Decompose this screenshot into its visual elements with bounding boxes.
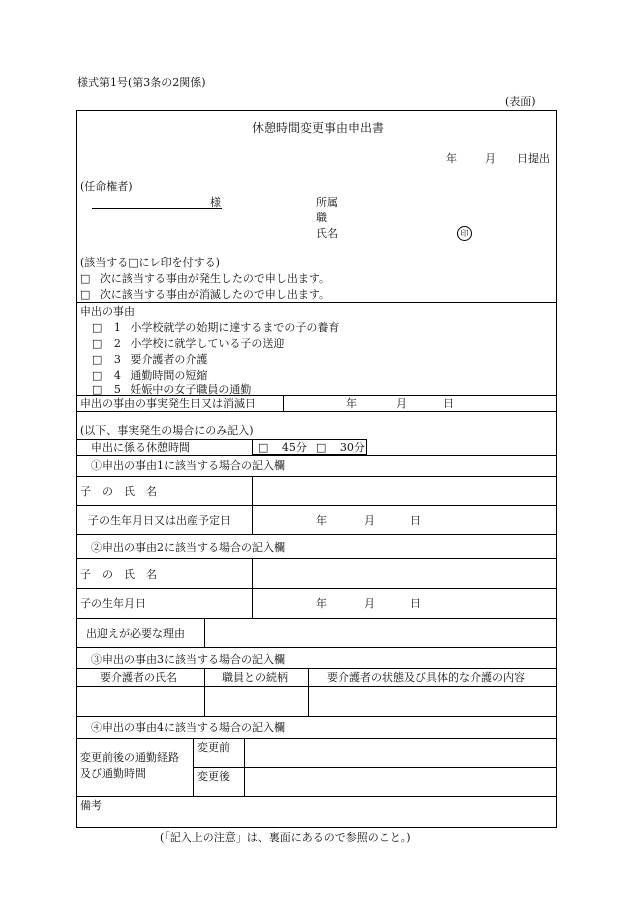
authority-name-line[interactable]: [92, 208, 222, 209]
divider: [76, 395, 557, 396]
date-month-label: 月: [485, 152, 496, 165]
date-year-label: 年: [446, 152, 457, 165]
section3-col-caregiver-name: 要介護者の氏名: [100, 671, 177, 684]
reason-item[interactable]: [92, 354, 207, 365]
remarks-label: 備考: [80, 799, 102, 812]
section2-year: 年: [316, 597, 327, 610]
reason-number: 2: [113, 337, 121, 350]
break-time-label: 申出に係る休憩時間: [91, 441, 190, 454]
reason-number: 5: [113, 383, 121, 396]
reason-checkbox[interactable]: □: [92, 369, 103, 382]
seal-mark: [457, 226, 472, 241]
section2-birth-label: 子の生年月日: [80, 597, 146, 610]
reason-item[interactable]: [92, 338, 284, 349]
reason-text: 妊娠中の女子職員の通勤: [130, 383, 252, 396]
route-before-field[interactable]: [245, 739, 556, 766]
reason-text: 通勤時間の短縮: [130, 369, 208, 382]
reason-checkbox[interactable]: □: [92, 337, 103, 350]
route-before-label: 変更前: [197, 741, 230, 754]
seal-icon: 印: [457, 226, 472, 241]
section1-child-name-field[interactable]: [253, 477, 556, 504]
form-side-label: (表面): [505, 95, 536, 108]
break-option-45-text: 45分: [281, 441, 307, 454]
divider: [76, 647, 557, 648]
remarks-field[interactable]: [77, 797, 556, 827]
reason-checkbox[interactable]: □: [92, 383, 103, 396]
divider: [76, 455, 557, 456]
affiliation-label: 所属: [316, 196, 338, 209]
section4-title: ④申出の事由4に該当する場合の記入欄: [91, 721, 285, 734]
reason-text: 要介護者の介護: [130, 353, 208, 366]
divider: [76, 668, 557, 669]
occurrence-day: 日: [443, 397, 454, 410]
check-instruction: (該当する□にレ印を付する): [80, 256, 220, 269]
section1-year: 年: [316, 514, 327, 527]
date-submitted-label: 日提出: [517, 152, 550, 165]
section1-birth-label: 子の生年月日又は出産予定日: [88, 514, 231, 527]
name-label: 氏名: [316, 227, 338, 240]
reason-item[interactable]: [92, 370, 207, 381]
section2-month: 月: [364, 597, 375, 610]
sama-label: 様: [210, 196, 221, 209]
break-option-30-text: 30分: [339, 441, 365, 454]
care-details-field[interactable]: [309, 687, 556, 715]
divider: [76, 716, 557, 717]
caregiver-name-field[interactable]: [77, 687, 203, 715]
route-after-field[interactable]: [245, 768, 556, 795]
route-after-label: 変更後: [197, 770, 230, 783]
footer-note: (「記入上の注意」は、裏面にあるので参照のこと。): [160, 831, 411, 844]
reason-text: 小学校に就学している子の送迎: [130, 337, 285, 350]
route-label-line2: 及び通勤時間: [80, 767, 146, 780]
reasons-title: 申出の事由: [80, 305, 135, 318]
break-option-45[interactable]: [258, 442, 307, 453]
break-checkbox-45[interactable]: □: [258, 441, 269, 454]
reason-item[interactable]: [92, 384, 251, 395]
divider: [76, 534, 557, 535]
occurrence-only-note: (以下、事実発生の場合にのみ記入): [80, 424, 254, 437]
reason-checkbox[interactable]: □: [92, 353, 103, 366]
check-option-occurred[interactable]: [80, 273, 330, 284]
check-option-occurred-text: 次に該当する事由が発生したので申し出ます。: [99, 272, 331, 285]
reason-number: 4: [113, 369, 121, 382]
post-label: 職: [316, 211, 327, 224]
section2-title: ②申出の事由2に該当する場合の記入欄: [91, 541, 285, 554]
divider: [76, 588, 557, 589]
divider: [76, 302, 557, 303]
route-label-line1: 変更前後の通勤経路: [80, 751, 179, 764]
divider: [76, 505, 557, 506]
checkbox-occurred[interactable]: □: [80, 272, 91, 285]
reason-number: 1: [113, 321, 121, 334]
checkbox-ceased[interactable]: □: [80, 288, 91, 301]
occurrence-date-label: 申出の事由の事実発生日又は消滅日: [80, 397, 256, 410]
section1-child-name-label: 子 の 氏 名: [80, 485, 157, 498]
section1-title: ①申出の事由1に該当する場合の記入欄: [91, 459, 285, 472]
reason-text: 小学校就学の始期に達するまでの子の養育: [130, 321, 340, 334]
pickup-reason-label: 出迎えが必要な理由: [86, 627, 185, 640]
break-checkbox-30[interactable]: □: [316, 441, 327, 454]
divider: [76, 411, 557, 412]
section3-col-care-details: 要介護者の状態及び具体的な介護の内容: [327, 671, 525, 684]
section2-child-name-label: 子 の 氏 名: [80, 568, 157, 581]
section3-col-relationship: 職員との続柄: [222, 671, 288, 684]
break-option-30[interactable]: [316, 442, 365, 453]
section1-day: 日: [410, 514, 421, 527]
check-option-ceased-text: 次に該当する事由が消滅したので申し出ます。: [99, 288, 331, 301]
form-number: 様式第1号(第3条の2関係): [77, 76, 206, 89]
reason-number: 3: [113, 353, 121, 366]
section1-month: 月: [364, 514, 375, 527]
relationship-field[interactable]: [205, 687, 307, 715]
reason-item[interactable]: [92, 322, 339, 333]
divider: [283, 395, 284, 411]
section3-title: ③申出の事由3に該当する場合の記入欄: [91, 653, 285, 666]
occurrence-year: 年: [346, 397, 357, 410]
check-option-ceased[interactable]: [80, 289, 330, 300]
section2-child-name-field[interactable]: [253, 559, 556, 587]
reason-checkbox[interactable]: □: [92, 321, 103, 334]
section2-day: 日: [410, 597, 421, 610]
pickup-reason-field[interactable]: [205, 619, 556, 646]
form-title: 休憩時間変更事由申出書: [252, 121, 385, 135]
occurrence-month: 月: [396, 397, 407, 410]
appointing-authority-label: (任命権者): [80, 180, 133, 193]
